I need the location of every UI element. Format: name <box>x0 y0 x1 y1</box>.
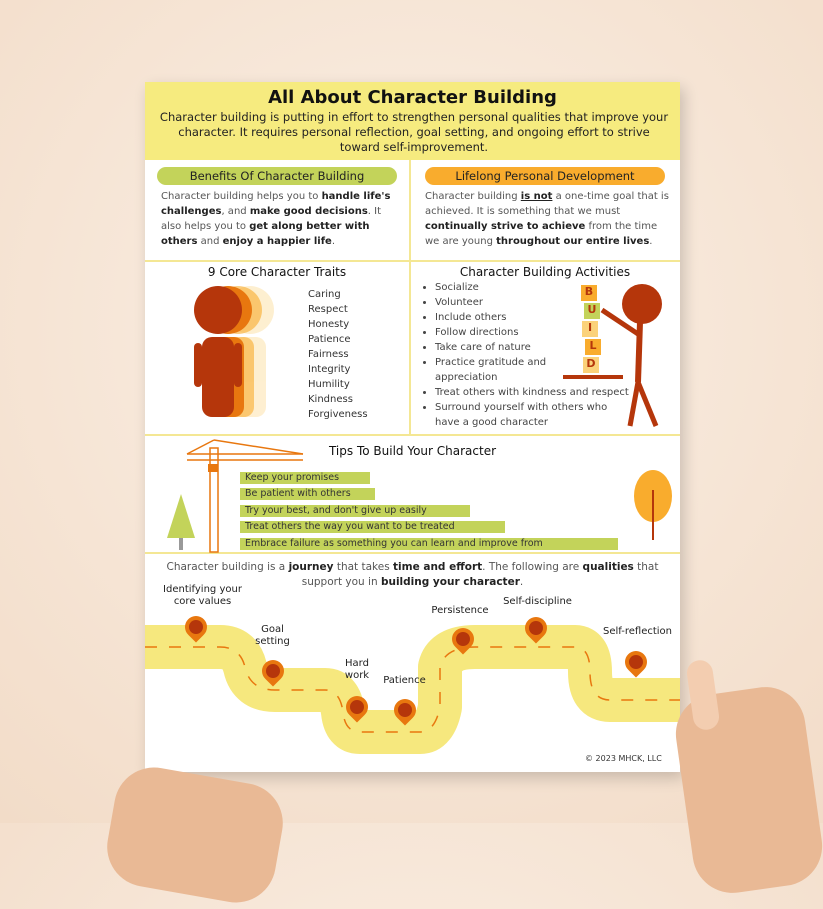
benefits-heading: Benefits Of Character Building <box>157 167 397 185</box>
stop-label: Self-reflection <box>602 626 672 637</box>
trait-item: Caring <box>308 289 341 300</box>
traits-heading: 9 Core Character Traits <box>207 265 347 279</box>
build-block: L <box>585 339 601 355</box>
tree-icon <box>167 494 195 550</box>
tips-heading: Tips To Build Your Character <box>328 444 497 458</box>
stick-figure-icon <box>600 282 670 430</box>
activities-heading: Character Building Activities <box>459 265 631 279</box>
stop-label: Hard work <box>344 658 370 681</box>
person-silhouette-icon <box>190 285 300 425</box>
trait-item: Forgiveness <box>308 409 368 420</box>
activity-item: • Practice gratitude and appreciation <box>435 355 565 385</box>
trait-item: Honesty <box>308 319 350 330</box>
worksheet <box>145 82 680 772</box>
activity-item: • Include others <box>435 310 635 325</box>
divider <box>145 260 680 262</box>
trait-item: Humility <box>308 379 350 390</box>
activity-item: • Volunteer <box>435 295 635 310</box>
tip-item: Keep your promises <box>240 472 370 484</box>
intro-text: Character building is putting in effort to strengthen personal qualities that improve your character. It requires personal reflection, goal setting, and ongoing effort to strive toward self-improvement. <box>159 110 669 154</box>
activity-item: • Take care of nature <box>435 340 635 355</box>
copyright: © 2023 MHCK, LLC <box>585 754 662 763</box>
trait-item: Kindness <box>308 394 353 405</box>
stop-label: Identifying your core values <box>163 584 242 607</box>
trait-item: Respect <box>308 304 348 315</box>
build-block: D <box>583 357 599 373</box>
autumn-tree-icon <box>633 470 673 540</box>
tip-item: Treat others the way you want to be treated <box>240 521 505 533</box>
tip-item: Be patient with others <box>240 488 375 500</box>
build-block: U <box>584 303 600 319</box>
trait-item: Fairness <box>308 349 349 360</box>
stop-label: Goal setting <box>255 624 290 647</box>
lifelong-heading: Lifelong Personal Development <box>425 167 665 185</box>
divider <box>409 160 411 434</box>
trait-item: Integrity <box>308 364 351 375</box>
activity-item: • Surround yourself with others who have a good character <box>435 400 625 430</box>
build-block: B <box>581 285 597 301</box>
activity-item: • Socialize <box>435 280 635 295</box>
divider <box>145 434 680 436</box>
lifelong-text: Character building is not a one-time goal that is achieved. It is something that we must continually strive to achieve from the time we are young throughout our entire lives. <box>425 191 669 247</box>
build-block: I <box>582 321 598 337</box>
page-title: All About Character Building <box>268 87 557 108</box>
activity-item: • Follow directions <box>435 325 635 340</box>
tip-item: Embrace failure as something you can learn and improve from <box>240 538 618 550</box>
traits-list <box>308 287 368 422</box>
activity-item: • Treat others with kindness and respect <box>435 385 635 400</box>
tip-item: Try your best, and don't give up easily <box>240 505 470 517</box>
trait-item: Patience <box>308 334 351 345</box>
stop-label: Self-discipline <box>503 596 572 607</box>
left-hand <box>101 761 289 909</box>
journey-text: Character building is a journey that takes time and effort. The following are qualities that support you in building your character. <box>166 561 659 588</box>
benefits-text: Character building helps you to handle life's challenges, and make good decisions. It also helps you to get along better with others and enjoy a happier life. <box>161 191 391 247</box>
stop-label: Persistence <box>431 605 489 616</box>
stop-label: Patience <box>383 675 426 686</box>
